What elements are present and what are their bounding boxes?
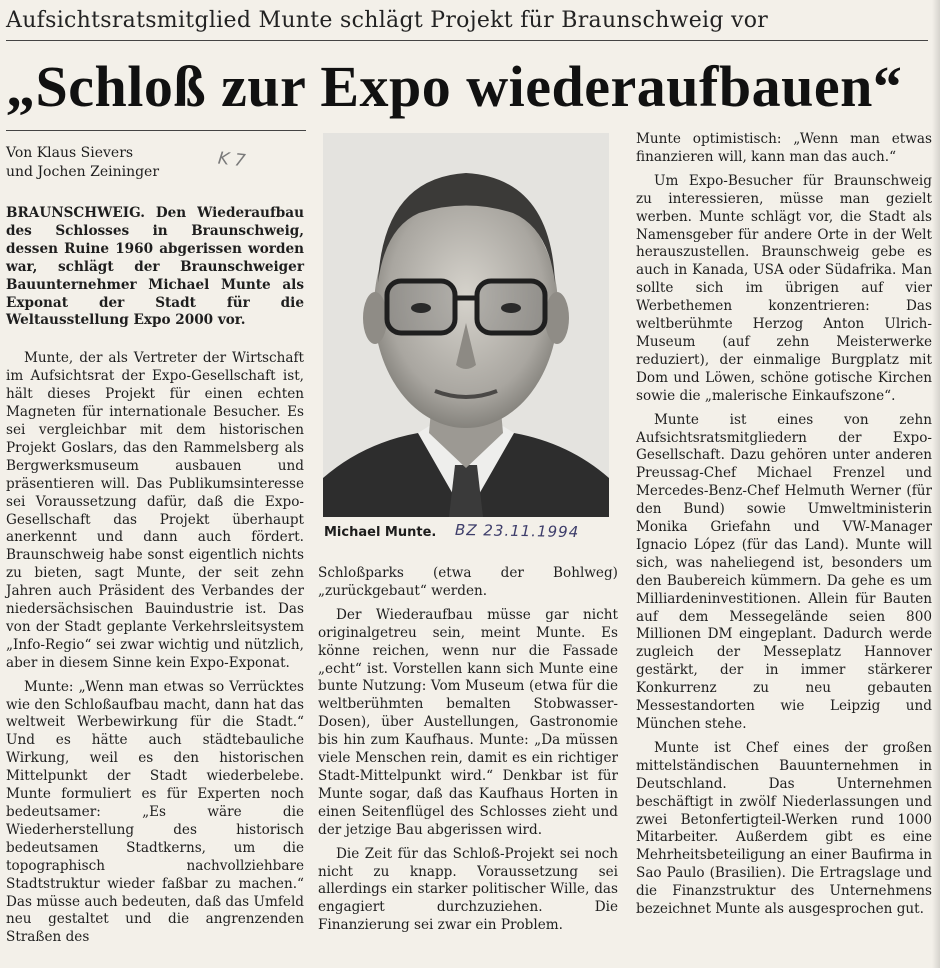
paragraph: Munte ist Chef eines der großen mittelständischen Bauunternehmen in Deutschland. Das Unternehmen beschäftigt in zwölf Niederlassungen und zwei Betonfertigteil-Werken rund 1000 Mitarbeiter. Außerdem gibt es eine Mehrheitsbeteiligung an einer Baufirma in Sao Paulo (Brasilien). Die Ertragslage und die Finanzstruktur des Unternehmens bezeichnet Munte als ausgesprochen gut. <box>636 739 932 918</box>
byline-author-1: Von Klaus Sievers <box>6 145 134 161</box>
byline <box>6 144 306 182</box>
paragraph: Munte ist eines von zehn Aufsichtsratsmitgliedern der Expo-Gesellschaft. Dazu gehören unter anderen Preussag-Chef Michael Frenzel und Mercedes-Benz-Chef Helmuth Werner (für den Bund) sowie Umweltministerin Monika Griefahn und VW-Manager Ignacio López (für das Land). Munte will sich, was naheliegend ist, besonders um den Baubereich kümmern. Da gehe es um Milliardeninvestitionen. Allein für Bauten auf dem Messegelände seien 800 Millionen DM eingeplant. Dadurch werde zugleich der Messeplatz Hannover gestärkt, der in immer stärkerer Konkurrenz zu neu gebauten Messestandorten wie Leipzig und München stehe. <box>636 411 932 732</box>
paragraph: Um Expo-Besucher für Braunschweig zu interessieren, müsse man gezielt werben. Munte schlägt vor, die Stadt als Namensgeber für andere Orte in der Welt herauszustellen. Braunschweig gebe es auch in Kanada, USA oder Südafrika. Man sollte sich im übrigen auf vier Werbethemen konzentrieren: Das weltberühmte Herzog Anton Ulrich-Museum (auf zehn Meisterwerke reduziert), der einmalige Burgplatz mit Dom und Löwen, schöne gotische Kirchen sowie die „malerische Einkaufszone“. <box>636 172 932 404</box>
kicker-rule <box>6 40 928 41</box>
headline: „Schloß zur Expo wiederaufbauen“ <box>6 54 903 119</box>
handwritten-note: K 7 <box>217 148 247 172</box>
column-3 <box>636 131 932 919</box>
column-2 <box>318 565 618 935</box>
paragraph: Schloßparks (etwa der Bohlweg) „zurückgebaut“ werden. <box>318 565 618 599</box>
portrait-illustration <box>323 133 609 517</box>
paragraph: Der Wiederaufbau müsse gar nicht originalgetreu sein, meint Munte. Es könne reichen, wenn nur die Fassade „echt“ ist. Vorstellen kann sich Munte eine bunte Nutzung: Vom Museum (etwa für die weltberühmten bemalten Stobwasser-Dosen), über Austellungen, Gastronomie bis hin zum Kaufhaus. Munte: „Da müssen viele Menschen rein, damit es ein richtiger Stadt-Mittelpunkt wird.“ Denkbar ist für Munte sogar, daß das Kaufhaus Horten in einen Seitenflügel des Schlosses zieht und der jetzige Bau abgerissen wird. <box>318 606 618 838</box>
column-1 <box>6 205 304 947</box>
page-edge-shadow <box>932 0 940 968</box>
byline-author-2: und Jochen Zeininger <box>6 164 160 180</box>
paragraph: Munte optimistisch: „Wenn man etwas finanzieren will, kann man das auch.“ <box>636 131 932 165</box>
paragraph: Munte: „Wenn man etwas so Verrücktes wie den Schloßaufbau macht, dann hat das weltweit Werbewirkung für die Stadt.“ Und es hätte auch städtebauliche Wirkung, weil es den historischen Mittelpunkt der Stadt wiederbelebe. Munte formuliert es für Experten noch bedeutsamer: „Es wäre die Wiederherstellung des historisch bedeutsamen Stadtkerns, um die topographisch nachvollziehbare Stadtstruktur wieder faßbar zu machen.“ Das müsse auch bedeuten, daß das Umfeld neu gestaltet und die angrenzenden Straßen des <box>6 678 304 946</box>
paragraph: Die Zeit für das Schloß-Projekt sei noch nicht zu knapp. Voraussetzung sei allerdings ein starker politischer Wille, das engagiert durchzuziehen. Die Finanzierung sei zwar ein Problem. <box>318 845 618 934</box>
lead-paragraph: BRAUNSCHWEIG. Den Wiederaufbau des Schlosses in Braunschweig, dessen Ruine 1960 abgerissen worden war, schlägt der Braunschweiger Bauunternehmer Michael Munte als Exponat der Stadt für die Weltausstellung Expo 2000 vor. <box>6 205 304 329</box>
kicker: Aufsichtsratsmitglied Munte schlägt Projekt für Braunschweig vor <box>6 8 769 33</box>
date-stamp: BZ 23.11.1994 <box>454 520 580 542</box>
paragraph: Munte, der als Vertreter der Wirtschaft im Aufsichtsrat der Expo-Gesellschaft ist, hält dieses Projekt für einen echten Magneten für internationale Besucher. Es sei vergleichbar mit dem historischen Projekt Goslars, das den Rammelsberg als Bergwerksmuseum ausbauen und präsentieren will. Das Publikumsinteresse sei Voraussetzung dafür, daß die Expo-Gesellschaft das Projekt überhaupt anerkennt und dann auch fördert. Braunschweig habe sonst eigentlich nichts zu bieten, sagt Munte, der seit zehn Jahren auch Präsident des Verbandes der niedersächsischen Bauindustrie ist. Das von der Stadt geplante Verkehrsleitsystem „Info-Regio“ sei zwar wichtig und nützlich, aber in diesem Sinne kein Expo-Exponat. <box>6 350 304 671</box>
photo-caption: Michael Munte. <box>324 525 437 540</box>
headline-rule <box>6 130 306 131</box>
portrait-photo <box>323 133 609 517</box>
column-1-body <box>6 350 304 947</box>
